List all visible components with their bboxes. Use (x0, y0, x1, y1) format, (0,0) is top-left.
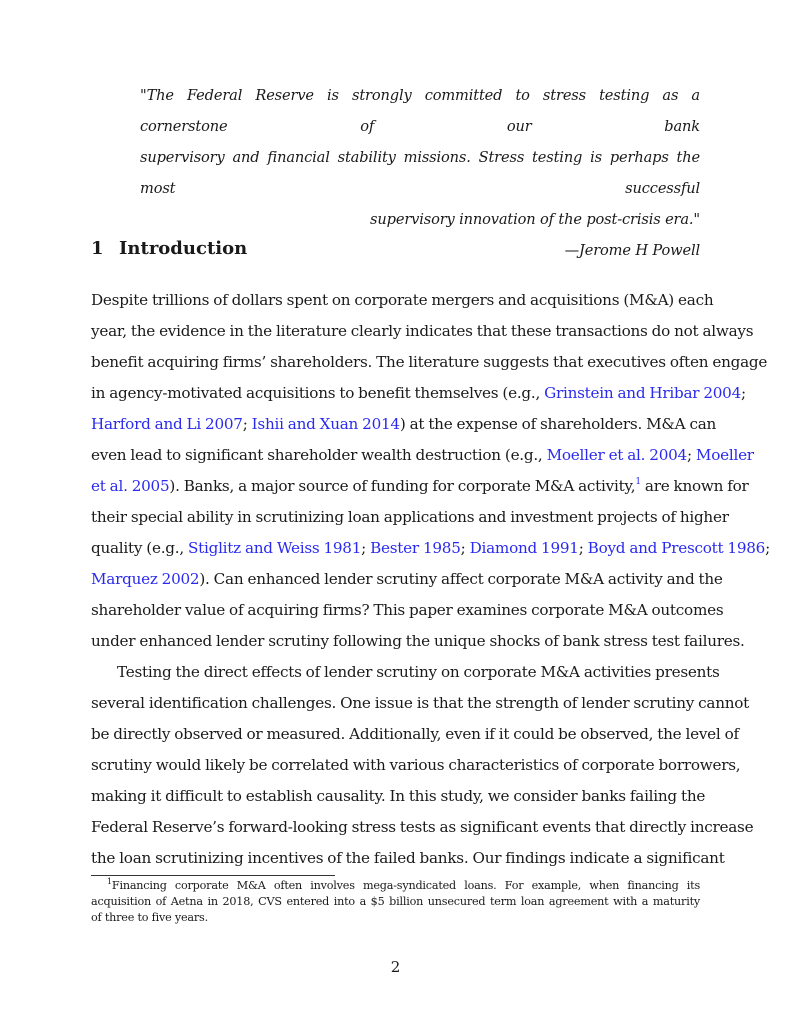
footnote-line: acquisition of Aetna in 2018, CVS entered into a $5 billion unsecured term loan agreement with a maturity (91, 895, 700, 908)
text-run: ; (460, 539, 470, 557)
citation-link[interactable]: Diamond 1991 (469, 539, 579, 557)
epigraph-line: supervisory innovation of the post-crisis era." (370, 211, 700, 228)
paragraph-line: their special ability in scrutinizing loan applications and investment projects of higher (91, 508, 729, 526)
paragraph-line: Despite trillions of dollars spent on corporate mergers and acquisitions (M&A) each (91, 291, 714, 309)
paragraph-line: Testing the direct effects of lender scrutiny on corporate M&A activities presents (117, 663, 720, 681)
section-title: Introduction (119, 238, 248, 259)
text-run: ; (765, 539, 770, 557)
text-run: in agency-motivated acquisitions to benefit themselves (e.g., (91, 384, 545, 402)
section-number: 1 (91, 238, 104, 259)
text-run: ) at the expense of shareholders. M&A can (399, 415, 717, 433)
citation-link[interactable]: Ishii and Xuan 2014 (251, 415, 400, 433)
paragraph-2 (91, 657, 754, 874)
text-run: ). Can enhanced lender scrutiny affect corporate M&A activity and the (199, 570, 723, 588)
paragraph-line: be directly observed or measured. Additionally, even if it could be observed, the level of (91, 725, 739, 743)
text-run: ). Banks, a major source of funding for corporate M&A activity, (169, 477, 636, 495)
text-run: quality (e.g., (91, 539, 188, 557)
text-run: ; (741, 384, 746, 402)
paragraph-line (91, 471, 749, 502)
text-run: ; (242, 415, 252, 433)
citation-link[interactable]: Moeller (695, 446, 754, 464)
footnote-divider (91, 875, 335, 876)
citation-link[interactable]: Harford and Li 2007 (91, 415, 243, 433)
citation-link[interactable]: Moeller et al. 2004 (546, 446, 687, 464)
text-run: Financing corporate M&A often involves mega-syndicated loans. For example, when financing its (111, 879, 700, 892)
epigraph-attribution: —Jerome H Powell (564, 242, 700, 259)
text-run: ; (686, 446, 696, 464)
footnote-line: of three to five years. (91, 911, 208, 924)
paragraph-line (91, 409, 717, 440)
page-number: 2 (390, 958, 401, 976)
text-run: even lead to significant shareholder wealth destruction (e.g., (91, 446, 547, 464)
paragraph-line: scrutiny would likely be correlated with various characteristics of corporate borrowers, (91, 756, 741, 774)
text-run: ; (578, 539, 588, 557)
paragraph-line (91, 533, 770, 564)
footnote-number: 1 (107, 877, 112, 886)
paragraph-line (91, 564, 723, 595)
paragraph-line: several identification challenges. One issue is that the strength of lender scrutiny cannot (91, 694, 750, 712)
paragraph-line: Federal Reserve’s forward-looking stress tests as significant events that directly increase (91, 818, 754, 836)
paragraph-line: benefit acquiring firms’ shareholders. The literature suggests that executives often engage (91, 353, 768, 371)
text-run: ; (361, 539, 371, 557)
paragraph-line: year, the evidence in the literature clearly indicates that these transactions do not always (91, 322, 754, 340)
paragraph-line (91, 378, 746, 409)
epigraph-line: supervisory and financial stability missions. Stress testing is perhaps the most successful (140, 149, 700, 197)
citation-link[interactable]: Boyd and Prescott 1986 (587, 539, 766, 557)
section-heading (91, 238, 247, 259)
paragraph-line: the loan scrutinizing incentives of the failed banks. Our findings indicate a significant (91, 849, 725, 867)
citation-link[interactable]: Stiglitz and Weiss 1981 (187, 539, 362, 557)
epigraph-line: "The Federal Reserve is strongly committed to stress testing as a cornerstone of our bank (140, 87, 700, 135)
citation-link[interactable]: Marquez 2002 (91, 570, 200, 588)
footnote-line (91, 878, 700, 894)
paragraph-1 (91, 285, 770, 657)
citation-link[interactable]: Bester 1985 (370, 539, 461, 557)
citation-link[interactable]: Grinstein and Hribar 2004 (544, 384, 742, 402)
paragraph-line: under enhanced lender scrutiny following the unique shocks of bank stress test failures. (91, 632, 745, 650)
footnote-marker-link[interactable]: 1 (635, 477, 641, 487)
paragraph-line (91, 440, 754, 471)
citation-link[interactable]: et al. 2005 (91, 477, 170, 495)
footnote (91, 878, 700, 926)
text-run: are known for (640, 477, 749, 495)
paragraph-line: shareholder value of acquiring firms? This paper examines corporate M&A outcomes (91, 601, 724, 619)
paragraph-line: making it difficult to establish causality. In this study, we consider banks failing the (91, 787, 706, 805)
